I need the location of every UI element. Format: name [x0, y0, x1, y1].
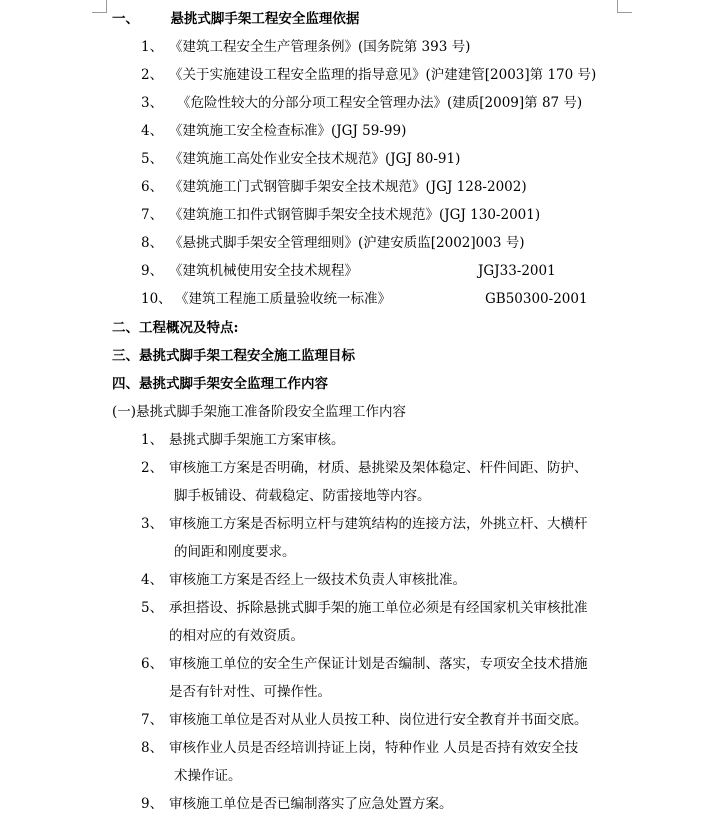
basis-item: 2、 《关于实施建设工程安全监理的指导意见》(沪建建管[2003]第 170 号): [141, 67, 597, 83]
section-4-heading: 四、悬挑式脚手架安全监理工作内容: [112, 376, 328, 392]
section-1-title: 悬挑式脚手架工程安全监理依据: [170, 11, 360, 27]
subsection-heading: (一)悬挑式脚手架施工准备阶段安全监理工作内容: [112, 404, 407, 420]
basis-item: 7、 《建筑施工扣件式钢管脚手架安全技术规范》(JGJ 130-2001): [141, 207, 541, 223]
work-item: 6、 审核施工单位的安全生产保证计划是否编制、落实，专项安全技术措施: [141, 656, 588, 672]
basis-item: 8、 《悬挑式脚手架安全管理细则》(沪建安质监[2002]003 号): [141, 235, 525, 251]
basis-item: 9、 《建筑机械使用安全技术规程》: [141, 263, 358, 279]
basis-item: 4、 《建筑施工安全检查标准》(JGJ 59-99): [141, 123, 407, 139]
work-item: 9、 审核施工单位是否已编制落实了应急处置方案。: [141, 796, 453, 812]
basis-item: 3、 《危险性较大的分部分项工程安全管理办法》(建质[2009]第 87 号): [141, 95, 583, 111]
work-item: 4、 审核施工方案是否经上一级技术负责人审核批准。: [141, 572, 466, 588]
work-item-continuation: 的相对应的有效资质。: [169, 628, 304, 644]
work-item: 1、 悬挑式脚手架施工方案审核。: [141, 432, 345, 448]
page-corner-mark-right: [617, 0, 632, 13]
basis-item: 10、 《建筑工程施工质量验收统一标准》: [141, 291, 391, 307]
work-item: 7、 审核施工单位是否对从业人员按工种、岗位进行安全教育并书面交底。: [141, 712, 588, 728]
section-3-heading: 三、悬挑式脚手架工程安全施工监理目标: [112, 348, 355, 364]
basis-item: 5、 《建筑施工高处作业安全技术规范》(JGJ 80-91): [141, 151, 461, 167]
basis-item: 1、 《建筑工程安全生产管理条例》(国务院第 393 号): [141, 39, 471, 55]
work-item-continuation: 脚手板铺设、荷载稳定、防雷接地等内容。: [174, 488, 431, 504]
work-item: 2、 审核施工方案是否明确，材质、悬挑梁及架体稳定、杆件间距、防护、: [141, 460, 588, 476]
work-item: 8、 审核作业人员是否经培训持证上岗，特种作业 人员是否持有效安全技: [141, 740, 579, 756]
basis-item-code: GB50300-2001: [485, 291, 588, 307]
work-item: 5、 承担搭设、拆除悬挑式脚手架的施工单位必须是有经国家机关审核批准: [141, 600, 588, 616]
work-item: 3、 审核施工方案是否标明立杆与建筑结构的连接方法，外挑立杆、大横杆: [141, 516, 588, 532]
work-item-continuation: 是否有针对性、可操作性。: [169, 684, 331, 700]
basis-item-code: JGJ33-2001: [478, 263, 556, 279]
page-corner-mark-left: [92, 0, 107, 13]
basis-item: 6、 《建筑施工门式钢管脚手架安全技术规范》(JGJ 128-2002): [141, 179, 527, 195]
section-1-heading: [112, 9, 359, 29]
section-2-heading: 二、工程概况及特点:: [112, 320, 239, 336]
work-item-continuation: 的间距和刚度要求。: [174, 544, 296, 560]
work-item-continuation: 术操作证。: [174, 768, 242, 784]
section-1-number: 一、: [112, 11, 139, 27]
